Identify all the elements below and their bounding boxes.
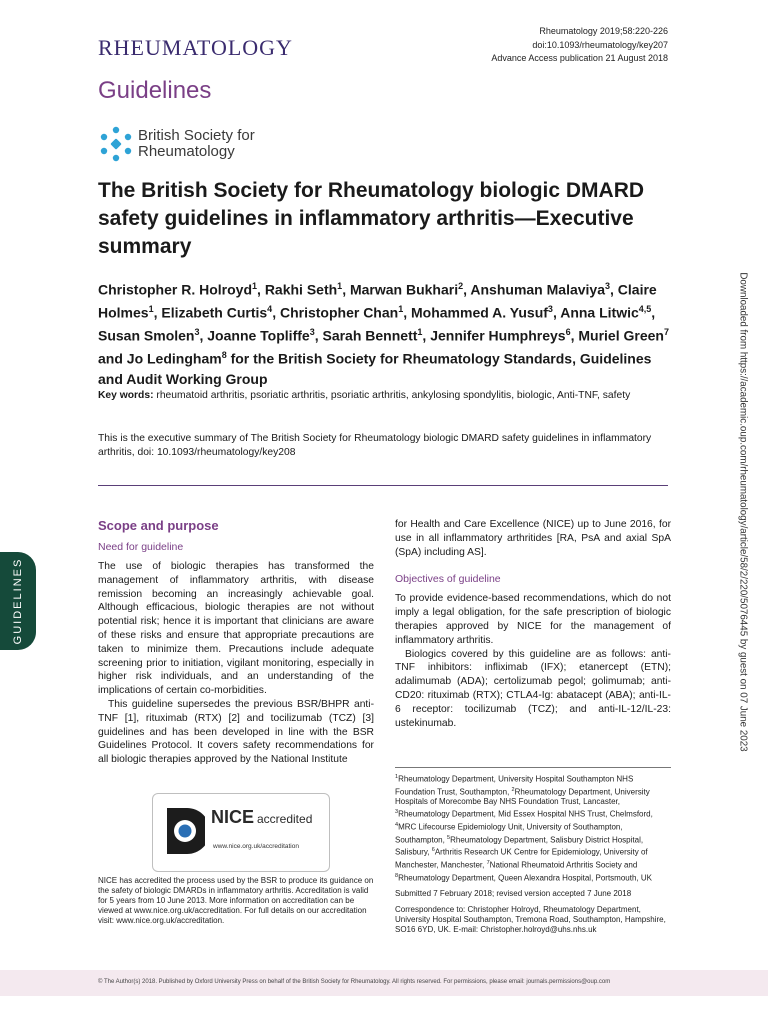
supersedes-paragraph: This guideline supersedes the previous BSR/BHPR anti-TNF [1], rituximab (RTX) [2] and tocilizumab (TCZ) [3] guidelines and has been developed in line with the BSR Guidelines Protocol. It covers safety recommendations for all biologic therapies approved by the National Institute <box>98 698 374 766</box>
nice-word: NICE <box>211 807 255 827</box>
author-affiliation-mark: 6 <box>565 327 571 338</box>
right-column <box>395 518 671 730</box>
author-list: Christopher R. Holroyd$^1$, Rakhi Seth$^1$, Marwan Bukhari$^2$, Anshuman Malaviya$^3$, Claire Holmes$^1$, Elizabeth Curtis$^4$, Christopher Chan$^1$, Mohammed A. Yusuf$^3$, Anna Litwic$^{4,5}$, Susan Smolen$^3$, Joanne Topliffe$^3$, Sarah Bennett$^1$, Jennifer Humphreys$^6$, Muriel Green$^7$ and Jo Ledingham$^8$ for the British Society for Rheumatology Standards, Guidelines and Audit Working Group <box>98 281 669 387</box>
guidelines-side-tab <box>0 552 36 650</box>
correspondence: Correspondence to: Christopher Holroyd, Rheumatology Department, University Hospital Southampton, Tremona Road, Southampton, Hampshire, SO16 6YD, UK. E-mail: Christopher.holroyd@uhs.nhs.uk <box>395 905 666 935</box>
nice-logo-icon <box>163 806 205 856</box>
bsr-logo-line2: Rheumatology <box>138 143 235 160</box>
author-affiliation-mark: 1 <box>417 327 423 338</box>
publication-info <box>491 25 668 66</box>
scope-heading: Scope and purpose <box>98 518 219 533</box>
keywords <box>98 389 670 403</box>
nice-accredited-word: accredited <box>257 812 313 826</box>
bsr-logo-line1: British Society for <box>138 127 255 144</box>
author-affiliation-mark: 3 <box>194 327 200 338</box>
supersedes-paragraph-continued: for Health and Care Excellence (NICE) up to June 2016, for use in all inflammatory arthritides [RA, PsA and axial SpA (SpA) including AS]. <box>395 519 671 558</box>
author-name: Joanne Topliffe <box>207 327 310 344</box>
article-title: The British Society for Rheumatology biologic DMARD safety guidelines in inflammatory arthritis—Executive summary <box>98 179 645 258</box>
author-affiliation-mark: 1 <box>252 281 258 291</box>
author-name: Sarah Bennett <box>322 327 418 344</box>
author-name: Jo Ledingham <box>126 351 222 368</box>
affiliation-number: 1 <box>395 774 399 780</box>
affiliation-text: Rheumatology Department, Queen Alexandra Hospital, Portsmouth, UK <box>398 873 652 883</box>
affiliations-block <box>395 772 671 935</box>
affiliation-number: 3 <box>395 809 399 816</box>
download-watermark: Downloaded from https://academic.oup.com/rheumatology/article/58/2/220/5076445 by guest on 07 June 2023 <box>737 272 749 752</box>
executive-summary-note: This is the executive summary of The British Society for Rheumatology biologic DMARD safety guidelines in inflammatory arthritis, doi: 10.1093/rheumatology/key208 <box>98 433 652 458</box>
affiliation-number: 4 <box>395 821 399 828</box>
affiliation-number: 6 <box>431 847 435 854</box>
author-affiliation-mark: 3 <box>309 327 315 338</box>
doi[interactable]: doi:10.1093/rheumatology/key207 <box>532 39 668 50</box>
author-name: Claire Holmes <box>98 281 657 321</box>
author-name: Marwan Bukhari <box>349 281 459 298</box>
left-column <box>98 518 374 767</box>
author-name: Rakhi Seth <box>264 281 338 298</box>
affiliation-text: National Rheumatoid Arthritis Society and <box>489 860 638 870</box>
nice-accreditation-note: NICE has accredited the process used by the BSR to produce its guidance on the safety of biologic DMARDs in inflammatory arthritis. Accreditation is valid for 5 years from 10 June 2013. More information on accreditation can be viewed at www.nice.org.uk/accreditation. For full details on our accreditation visit: www.nice.org.uk/accreditation. <box>98 876 374 925</box>
author-affiliation-mark: 2 <box>458 281 464 291</box>
citation: Rheumatology 2019;58:220-226 <box>539 26 668 36</box>
bsr-logo <box>100 126 255 162</box>
bsr-star-icon <box>100 126 132 162</box>
affiliation-number: 7 <box>486 859 490 866</box>
author-name: Anshuman Malaviya <box>470 281 605 298</box>
author-name: Muriel Green <box>578 327 664 344</box>
author-name: Mohammed A. Yusuf <box>411 304 548 321</box>
affiliation-text: Arthritis Research UK Centre for Epidemiology, University of Manchester, Manchester, <box>395 847 648 870</box>
author-affiliation-mark: 3 <box>547 304 553 315</box>
authors-group-suffix: for the British Society for Rheumatology Standards, Guidelines and Audit Working Group <box>98 351 652 387</box>
author-name: Elizabeth Curtis <box>161 304 268 321</box>
author-affiliation-mark: 1 <box>148 304 154 315</box>
advance-access: Advance Access publication 21 August 2018 <box>491 53 668 63</box>
copyright-footer: © The Author(s) 2018. Published by Oxford University Press on behalf of the British Society for Rheumatology. All rights reserved. For permissions, please email: journals.permissions@oup.com <box>98 979 611 985</box>
affiliation-text: Rheumatology Department, University Hospitals of Morecombe Bay NHS Foundation Trust, Lancaster, <box>395 787 650 807</box>
author-affiliation-mark: 3 <box>605 281 611 291</box>
bsr-logo-text <box>138 128 255 160</box>
biologics-paragraph: Biologics covered by this guideline are as follows: anti-TNF inhibitors: infliximab (IFX); etanercept (ETN); adalimumab (ADA); certolizumab pegol; golimumab; anti-CD20: rituximab (RTX); CTLA4-Ig: abatacept (ABA); anti-IL-6 receptor: tocilizumab (TCZ); and anti-IL-12/IL-23: ustekinumab. <box>395 648 671 729</box>
author-name: Jennifer Humphreys <box>430 327 566 344</box>
journal-name: RHEUMATOLOGY <box>98 35 293 60</box>
author-affiliation-mark: 4 <box>267 304 273 315</box>
author-name: Christopher Chan <box>279 304 399 321</box>
author-name: Christopher R. Holroyd <box>98 281 253 298</box>
author-affiliation-mark: 1 <box>398 304 404 315</box>
nice-url[interactable]: www.nice.org.uk/accreditation <box>213 843 299 850</box>
section-divider <box>98 485 668 486</box>
side-tab-label: GUIDELINES <box>12 557 24 645</box>
need-paragraph: The use of biologic therapies has transformed the management of inflammatory arthritis, with disease remission becoming an increasingly achievable goal. Although efficacious, biologic therapies are not without potential risk; hence it is important that clinicians are aware of these risks and ensure that appropriate precautions are taken to minimize them. Precautions include adequate screening prior to initiation, vigilant monitoring, especially in higher risk individuals, and an understanding of the implications of certain co-morbidities. <box>98 561 374 697</box>
nice-accredited-badge <box>152 793 330 872</box>
affiliation-number: 8 <box>395 872 399 879</box>
objectives-paragraph: To provide evidence-based recommendations, which do not imply a legal obligation, for the safe prescription of biologic therapies approved by NICE for the management of inflammatory arthritis. <box>395 593 671 646</box>
affiliation-text: Rheumatology Department, Mid Essex Hospital NHS Trust, Chelmsford, <box>398 809 653 819</box>
author-name: Susan Smolen <box>98 327 195 344</box>
affiliation-number: 5 <box>447 834 451 841</box>
affiliation-text: Rheumatology Department, University Hospital Southampton NHS Foundation Trust, Southampton, <box>395 774 634 797</box>
affiliation-number: 2 <box>511 786 515 793</box>
need-heading: Need for guideline <box>98 541 184 553</box>
objectives-heading: Objectives of guideline <box>395 573 501 586</box>
author-affiliation-mark: 7 <box>663 327 669 338</box>
affiliation-text: MRC Lifecourse Epidemiology Unit, University of Southampton, Southampton, <box>395 822 623 845</box>
author-affiliation-mark: 8 <box>221 350 227 361</box>
author-affiliation-mark: 1 <box>337 281 343 291</box>
affiliation-text: Rheumatology Department, Salisbury District Hospital, Salisbury, <box>395 835 644 857</box>
affiliations-divider <box>395 767 671 768</box>
keywords-text: rheumatoid arthritis, psoriatic arthritis, psoriatic arthritis, ankylosing spondylitis, biologic, Anti-TNF, safety <box>156 390 631 401</box>
keywords-label: Key words: <box>98 390 154 401</box>
submission-dates: Submitted 7 February 2018; revised version accepted 7 June 2018 <box>395 889 632 899</box>
section-type: Guidelines <box>98 77 212 104</box>
affiliations-list <box>395 772 671 883</box>
author-name: Anna Litwic <box>560 304 639 321</box>
author-affiliation-mark: 4,5 <box>638 304 652 315</box>
